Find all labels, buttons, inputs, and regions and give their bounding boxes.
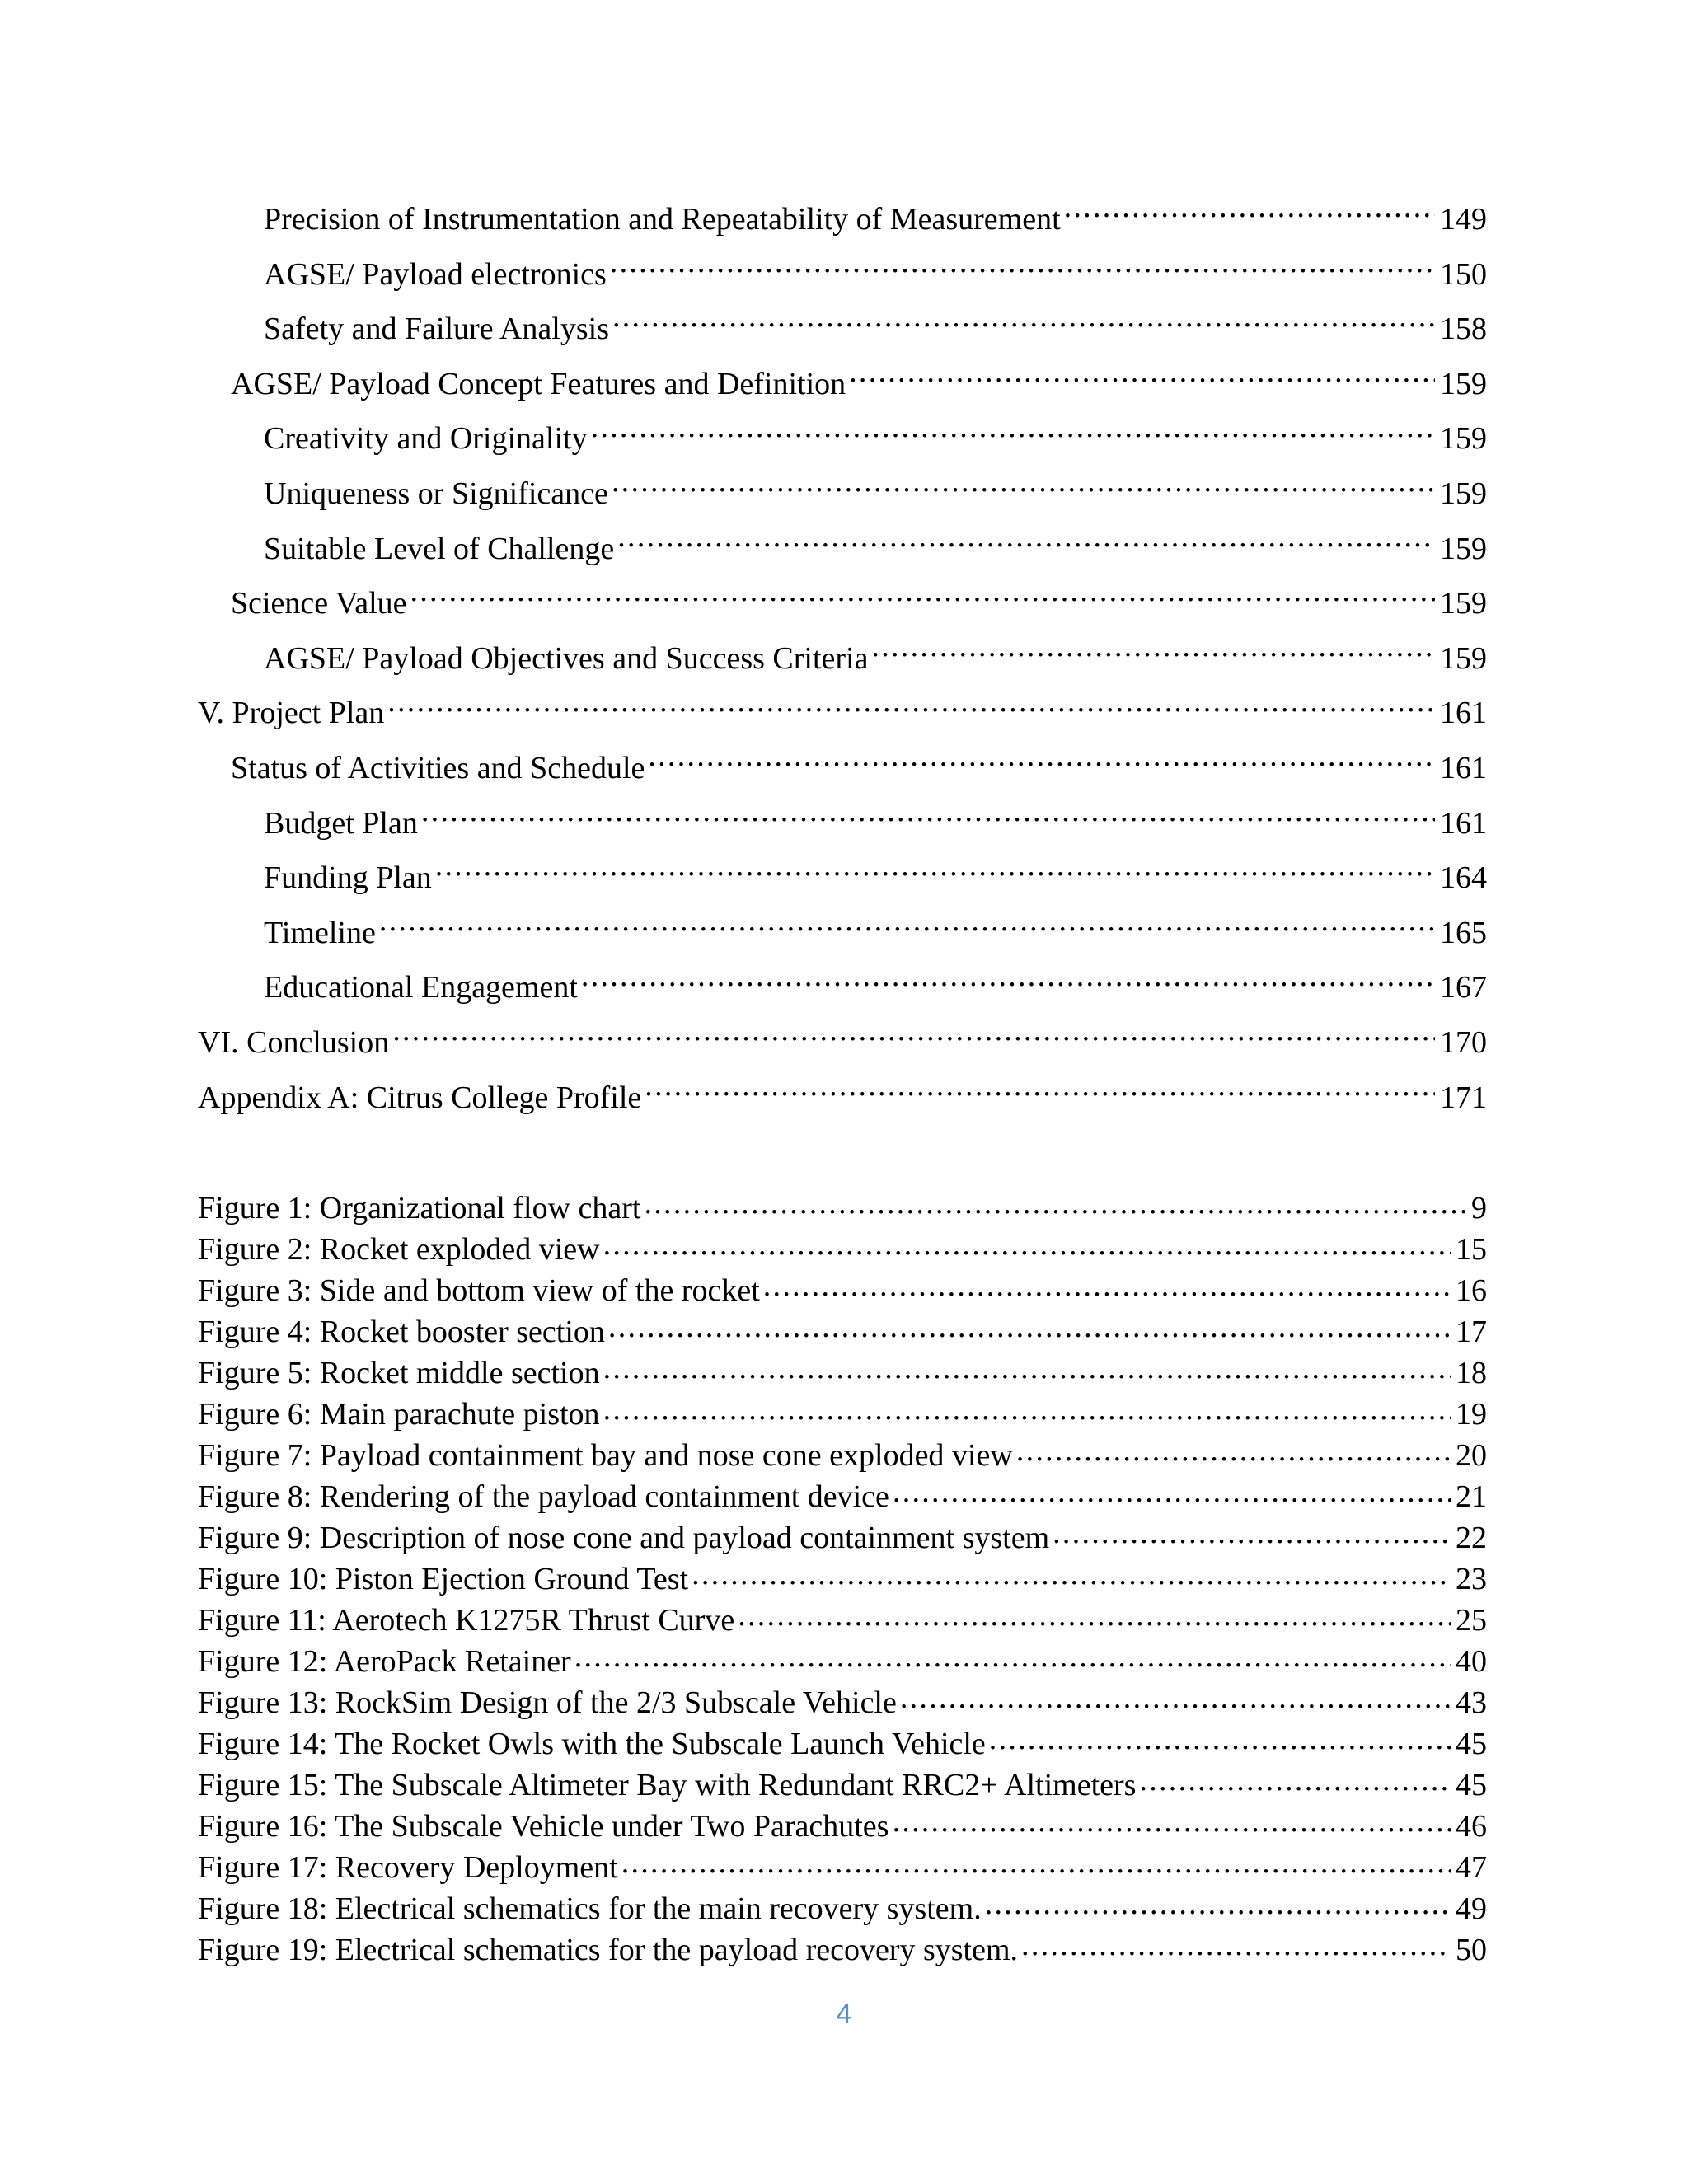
toc-entry-title: Science Value <box>231 586 407 621</box>
dot-leader <box>603 1393 1451 1424</box>
figure-entry[interactable] <box>198 1434 1487 1475</box>
dot-leader <box>581 966 1435 997</box>
toc-entry[interactable] <box>198 411 1487 466</box>
dot-leader <box>892 1805 1451 1836</box>
dot-leader <box>692 1558 1451 1589</box>
dot-leader <box>379 912 1435 943</box>
dot-leader <box>574 1640 1451 1671</box>
dot-leader <box>610 253 1435 284</box>
figure-entry-page: 17 <box>1456 1315 1487 1349</box>
figure-entry-title: Figure 10: Piston Ejection Ground Test <box>198 1562 689 1596</box>
figure-entry-title: Figure 5: Rocket middle section <box>198 1356 600 1390</box>
dot-leader <box>1139 1764 1451 1795</box>
dot-leader <box>591 417 1435 448</box>
figure-entry[interactable] <box>198 1228 1487 1269</box>
toc-entry-title: AGSE/ Payload electronics <box>264 256 607 292</box>
figure-entry-page: 21 <box>1456 1479 1487 1514</box>
toc-entry-page: 161 <box>1440 750 1487 785</box>
figure-entry[interactable] <box>198 1310 1487 1352</box>
figure-entry[interactable] <box>198 1599 1487 1640</box>
figure-entry-title: Figure 6: Main parachute piston <box>198 1397 600 1432</box>
figure-entry[interactable] <box>198 1846 1487 1887</box>
toc-entry-page: 164 <box>1440 860 1487 896</box>
toc-entry-title: Precision of Instrumentation and Repeatability of Measurement <box>264 202 1061 237</box>
figure-entry-title: Figure 13: RockSim Design of the 2/3 Subscale Vehicle <box>198 1685 897 1720</box>
figure-entry[interactable] <box>198 1475 1487 1516</box>
figure-entry-page: 46 <box>1456 1809 1487 1844</box>
figure-entry[interactable] <box>198 1805 1487 1846</box>
figure-entry[interactable] <box>198 1516 1487 1558</box>
figure-entry[interactable] <box>198 1722 1487 1764</box>
figure-entry-title: Figure 16: The Subscale Vehicle under Two Parachutes <box>198 1809 889 1844</box>
toc-entry-page: 159 <box>1440 531 1487 566</box>
toc-entry[interactable] <box>198 741 1487 796</box>
figure-entry-page: 9 <box>1471 1191 1487 1226</box>
dot-leader <box>900 1681 1451 1713</box>
toc-entry-title: Budget Plan <box>264 805 418 841</box>
toc-entry[interactable] <box>198 302 1487 357</box>
toc-entry-title: Funding Plan <box>264 860 432 896</box>
figure-entry-page: 15 <box>1456 1232 1487 1267</box>
figure-entry-page: 45 <box>1456 1768 1487 1802</box>
figure-entry[interactable] <box>198 1640 1487 1681</box>
toc-entry[interactable] <box>198 247 1487 302</box>
figure-entry-page: 20 <box>1456 1438 1487 1473</box>
figure-entry-page: 23 <box>1456 1562 1487 1596</box>
dot-leader <box>1021 1929 1451 1960</box>
toc-entry-title: Suitable Level of Challenge <box>264 531 615 566</box>
toc-entry-title: Status of Activities and Schedule <box>231 750 645 785</box>
toc-entry-page: 150 <box>1440 256 1487 292</box>
figure-entry-page: 47 <box>1456 1850 1487 1885</box>
figure-entry-title: Figure 18: Electrical schematics for the main recovery system. <box>198 1891 982 1926</box>
figure-entry-title: Figure 8: Rendering of the payload containment device <box>198 1479 889 1514</box>
toc-entry-page: 158 <box>1440 312 1487 347</box>
toc-entry-page: 167 <box>1440 970 1487 1005</box>
figure-entry-page: 49 <box>1456 1891 1487 1926</box>
page-number: 4 <box>836 1999 852 2030</box>
dot-leader <box>985 1887 1451 1919</box>
toc-entry-title: Uniqueness or Significance <box>264 476 608 511</box>
toc-entry-page: 159 <box>1440 476 1487 511</box>
figure-entry-title: Figure 2: Rocket exploded view <box>198 1232 600 1267</box>
toc-entry-title: AGSE/ Payload Objectives and Success Criteria <box>264 640 869 676</box>
figure-entry[interactable] <box>198 1764 1487 1805</box>
dot-leader <box>738 1599 1451 1630</box>
figure-entry[interactable] <box>198 1558 1487 1599</box>
figure-entry[interactable] <box>198 1352 1487 1393</box>
dot-leader <box>421 802 1435 833</box>
toc-entry-page: 165 <box>1440 915 1487 950</box>
figure-entry-title: Figure 7: Payload containment bay and nose cone exploded view <box>198 1438 1013 1473</box>
toc-entry[interactable] <box>198 631 1487 687</box>
toc-entry[interactable] <box>198 1015 1487 1071</box>
toc-entry-title: AGSE/ Payload Concept Features and Definition <box>231 366 846 401</box>
toc-entry-page: 159 <box>1440 640 1487 676</box>
figure-entry-title: Figure 11: Aerotech K1275R Thrust Curve <box>198 1603 735 1638</box>
toc-entry-page: 159 <box>1440 366 1487 401</box>
list-of-figures <box>198 1187 1487 1970</box>
toc-entry-page: 159 <box>1440 421 1487 457</box>
dot-leader <box>612 472 1435 504</box>
toc-entry-title: V. Project Plan <box>198 696 385 731</box>
dot-leader <box>989 1722 1451 1754</box>
dot-leader <box>763 1269 1451 1301</box>
dot-leader <box>621 1846 1451 1877</box>
dot-leader <box>644 1187 1466 1218</box>
figure-entry-page: 40 <box>1456 1644 1487 1679</box>
dot-leader <box>435 856 1435 888</box>
figure-entry[interactable] <box>198 1929 1487 1970</box>
figure-entry-page: 50 <box>1456 1933 1487 1967</box>
figure-entry-page: 16 <box>1456 1273 1487 1308</box>
toc-entry-page: 170 <box>1440 1024 1487 1060</box>
toc-entry[interactable] <box>198 1071 1487 1126</box>
toc-entry-page: 171 <box>1440 1080 1487 1115</box>
toc-entry-page: 161 <box>1440 696 1487 731</box>
dot-leader <box>1064 198 1435 229</box>
dot-leader <box>603 1228 1451 1259</box>
dot-leader <box>612 307 1435 339</box>
toc-entry-title: Creativity and Originality <box>264 421 588 457</box>
toc-entry-title: Educational Engagement <box>264 970 578 1005</box>
figure-entry-title: Figure 15: The Subscale Altimeter Bay with Redundant RRC2+ Altimeters <box>198 1768 1137 1802</box>
dot-leader <box>387 691 1435 723</box>
toc-entry-page: 161 <box>1440 805 1487 841</box>
figure-entry[interactable] <box>198 1187 1487 1228</box>
toc-entry[interactable] <box>198 906 1487 961</box>
figure-entry-page: 22 <box>1456 1521 1487 1555</box>
figure-entry-title: Figure 1: Organizational flow chart <box>198 1191 641 1226</box>
toc-entry-title: VI. Conclusion <box>198 1024 390 1060</box>
dot-leader <box>603 1352 1451 1383</box>
toc-entry[interactable] <box>198 192 1487 247</box>
toc-entry[interactable] <box>198 960 1487 1015</box>
figure-entry-page: 25 <box>1456 1603 1487 1638</box>
toc-entry-title: Timeline <box>264 915 376 950</box>
figure-entry-title: Figure 3: Side and bottom view of the rocket <box>198 1273 760 1308</box>
toc-entry[interactable] <box>198 686 1487 741</box>
dot-leader <box>1053 1516 1451 1548</box>
dot-leader <box>893 1475 1451 1507</box>
figure-entry-title: Figure 12: AeroPack Retainer <box>198 1644 571 1679</box>
figure-entry-title: Figure 9: Description of nose cone and payload containment system <box>198 1521 1050 1555</box>
figure-entry-page: 43 <box>1456 1685 1487 1720</box>
toc-entry-title: Appendix A: Citrus College Profile <box>198 1080 642 1115</box>
table-of-contents <box>198 192 1487 1125</box>
figure-entry-page: 45 <box>1456 1727 1487 1761</box>
figure-entry[interactable] <box>198 1887 1487 1929</box>
toc-entry-page: 149 <box>1440 202 1487 237</box>
toc-entry[interactable] <box>198 522 1487 577</box>
dot-leader <box>608 1310 1451 1342</box>
toc-entry-page: 159 <box>1440 586 1487 621</box>
figure-entry-page: 18 <box>1456 1356 1487 1390</box>
dot-leader <box>849 363 1435 394</box>
dot-leader <box>392 1021 1435 1052</box>
figure-entry-title: Figure 19: Electrical schematics for the payload recovery system. <box>198 1933 1019 1967</box>
toc-entry[interactable] <box>198 796 1487 851</box>
toc-entry[interactable] <box>198 466 1487 522</box>
figure-entry-page: 19 <box>1456 1397 1487 1432</box>
toc-entry[interactable] <box>198 576 1487 631</box>
figure-entry[interactable] <box>198 1681 1487 1722</box>
toc-entry-title: Safety and Failure Analysis <box>264 312 609 347</box>
dot-leader <box>410 582 1436 613</box>
figure-entry[interactable] <box>198 1393 1487 1434</box>
dot-leader <box>1016 1434 1451 1465</box>
figure-entry[interactable] <box>198 1269 1487 1310</box>
dot-leader <box>617 527 1435 559</box>
figure-entry-title: Figure 17: Recovery Deployment <box>198 1850 618 1885</box>
toc-entry[interactable] <box>198 851 1487 906</box>
dot-leader <box>648 747 1435 778</box>
figure-entry-title: Figure 14: The Rocket Owls with the Subscale Launch Vehicle <box>198 1727 986 1761</box>
dot-leader <box>871 637 1435 668</box>
toc-entry[interactable] <box>198 357 1487 412</box>
figure-entry-title: Figure 4: Rocket booster section <box>198 1315 605 1349</box>
dot-leader <box>645 1076 1435 1108</box>
